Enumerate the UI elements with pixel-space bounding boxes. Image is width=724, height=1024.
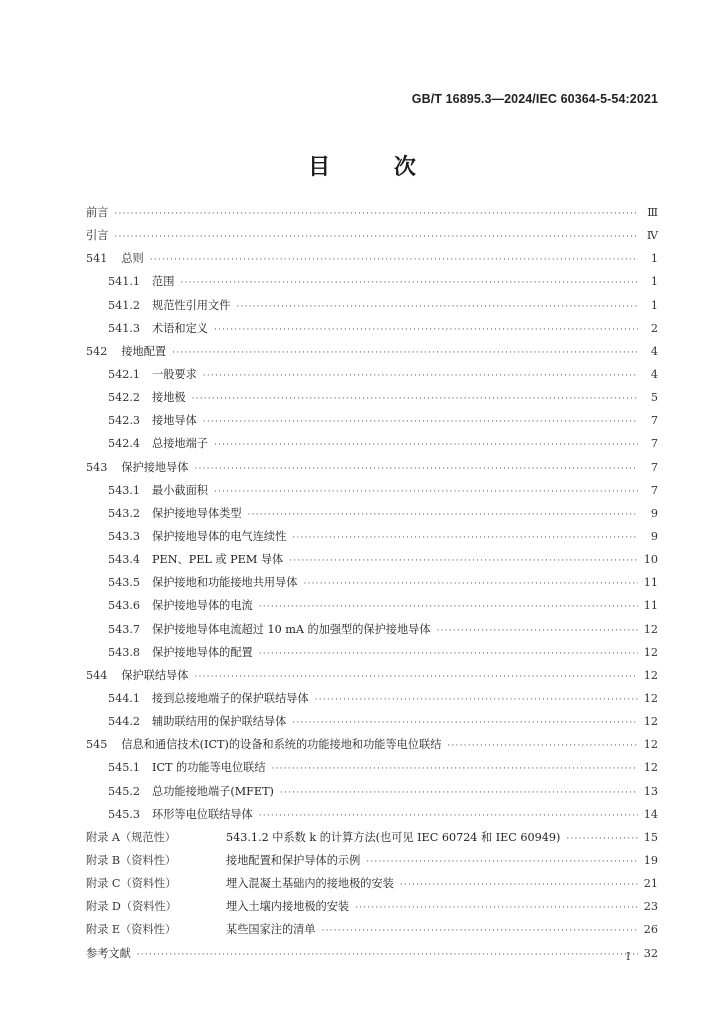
toc-entry[interactable] bbox=[86, 690, 658, 713]
dot-leader bbox=[400, 880, 638, 890]
toc-entry-title: ICT 的功能等电位联结 bbox=[152, 761, 266, 775]
toc-page-number: 4 bbox=[650, 344, 658, 358]
toc-page-number: 21 bbox=[643, 877, 658, 891]
toc-entry[interactable] bbox=[86, 806, 658, 829]
toc-section-number: 543.2 bbox=[108, 506, 141, 520]
toc-entry[interactable] bbox=[86, 829, 658, 852]
toc-section-number: 543.4 bbox=[108, 553, 141, 567]
toc-entry[interactable] bbox=[86, 597, 658, 620]
toc-entry-title: 规范性引用文件 bbox=[152, 298, 231, 312]
toc-entry-title: PEN、PEL 或 PEM 导体 bbox=[152, 553, 284, 567]
dot-leader bbox=[280, 788, 638, 798]
toc-entry[interactable] bbox=[86, 366, 658, 389]
toc-entry[interactable] bbox=[86, 713, 658, 736]
toc-entry[interactable] bbox=[86, 389, 658, 412]
dot-leader bbox=[566, 834, 637, 844]
toc-entry-title: 接到总接地端子的保护联结导体 bbox=[152, 691, 309, 705]
dot-leader bbox=[289, 556, 638, 566]
dot-leader bbox=[203, 417, 638, 427]
table-of-contents bbox=[86, 204, 658, 968]
toc-entry-title: 环形等电位联结导体 bbox=[152, 807, 253, 821]
toc-section-number: 543 bbox=[86, 460, 108, 474]
toc-entry[interactable] bbox=[86, 273, 658, 296]
dot-leader bbox=[203, 371, 638, 381]
toc-section-number: 542.1 bbox=[108, 367, 141, 381]
toc-entry-title: 保护接地导体的电流 bbox=[152, 599, 253, 613]
toc-section-number: 543.3 bbox=[108, 529, 141, 543]
toc-entry-title: 543.1.2 中系数 k 的计算方法(也可见 IEC 60724 和 IEC 60949) bbox=[226, 830, 561, 844]
toc-entry[interactable] bbox=[86, 621, 658, 644]
toc-section-number: 541.3 bbox=[108, 321, 141, 335]
dot-leader bbox=[259, 649, 638, 659]
toc-entry-title: 总接地端子 bbox=[152, 437, 208, 451]
toc-entry-title: 参考文献 bbox=[86, 946, 131, 960]
toc-page-number: 9 bbox=[650, 506, 658, 520]
toc-section-number: 545.1 bbox=[108, 761, 141, 775]
toc-entry[interactable] bbox=[86, 574, 658, 597]
dot-leader bbox=[214, 325, 638, 335]
toc-section-number: 542 bbox=[86, 344, 108, 358]
toc-entry[interactable] bbox=[86, 227, 658, 250]
toc-entry[interactable] bbox=[86, 551, 658, 574]
dot-leader bbox=[180, 278, 638, 288]
toc-page-number: 12 bbox=[643, 691, 658, 705]
toc-section-number: 543.1 bbox=[108, 483, 141, 497]
toc-section-number: 542.2 bbox=[108, 391, 141, 405]
toc-entry[interactable] bbox=[86, 435, 658, 458]
toc-section-number: 545.2 bbox=[108, 784, 141, 798]
toc-annex-label: 附录 D（资料性） bbox=[86, 900, 177, 914]
dot-leader bbox=[292, 533, 638, 543]
toc-section-number: 543.7 bbox=[108, 622, 141, 636]
dot-leader bbox=[236, 302, 638, 312]
dot-leader bbox=[366, 857, 637, 867]
toc-entry[interactable] bbox=[86, 528, 658, 551]
dot-leader bbox=[150, 255, 638, 265]
toc-entry-title: 引言 bbox=[86, 229, 109, 243]
toc-entry[interactable] bbox=[86, 320, 658, 343]
toc-entry[interactable] bbox=[86, 250, 658, 273]
toc-entry[interactable] bbox=[86, 736, 658, 759]
toc-entry-title: 最小截面积 bbox=[152, 483, 208, 497]
toc-entry-title: 范围 bbox=[152, 275, 175, 289]
toc-entry[interactable] bbox=[86, 945, 658, 968]
toc-entry-title: 前言 bbox=[86, 206, 109, 219]
toc-page-number: 2 bbox=[650, 321, 658, 335]
toc-entry[interactable] bbox=[86, 343, 658, 366]
toc-section-number: 541 bbox=[86, 252, 108, 266]
toc-entry-title: 某些国家注的清单 bbox=[226, 923, 316, 937]
dot-leader bbox=[355, 903, 638, 913]
dot-leader bbox=[195, 672, 638, 682]
toc-annex-label: 附录 E（资料性） bbox=[86, 923, 177, 937]
toc-entry[interactable] bbox=[86, 297, 658, 320]
toc-entry-title: 接地配置 bbox=[121, 344, 167, 358]
toc-entry-title: 术语和定义 bbox=[152, 321, 208, 335]
toc-entry-title: 保护联结导体 bbox=[121, 668, 189, 682]
toc-page-number: 7 bbox=[650, 460, 658, 474]
toc-entry-title: 埋入土壤内接地极的安装 bbox=[226, 900, 350, 914]
toc-page-number: 12 bbox=[643, 645, 658, 659]
toc-annex-label: 附录 C（资料性） bbox=[86, 877, 177, 891]
toc-entry-title: 保护接地导体的配置 bbox=[152, 645, 253, 659]
toc-entry[interactable] bbox=[86, 759, 658, 782]
toc-annex-label: 附录 B（资料性） bbox=[86, 853, 177, 867]
dot-leader bbox=[259, 811, 638, 821]
toc-page-number: 12 bbox=[643, 738, 658, 752]
toc-page-number: 7 bbox=[650, 414, 658, 428]
toc-entry-title: 埋入混凝土基础内的接地极的安装 bbox=[226, 877, 394, 891]
page-number: I bbox=[626, 950, 631, 963]
toc-section-number: 542.3 bbox=[108, 414, 141, 428]
toc-page-number: 10 bbox=[643, 553, 658, 567]
toc-section-number: 541.1 bbox=[108, 275, 141, 289]
toc-entry-title: 接地配置和保护导体的示例 bbox=[226, 853, 361, 867]
dot-leader bbox=[259, 602, 638, 612]
toc-section-number: 543.6 bbox=[108, 599, 141, 613]
toc-annex-label: 附录 A（规范性） bbox=[86, 830, 176, 844]
toc-entry[interactable] bbox=[86, 412, 658, 435]
toc-entry[interactable] bbox=[86, 505, 658, 528]
toc-entry[interactable] bbox=[86, 667, 658, 690]
toc-entry[interactable] bbox=[86, 644, 658, 667]
toc-section-number: 543.8 bbox=[108, 645, 141, 659]
toc-page-number: 1 bbox=[650, 298, 658, 312]
toc-entry-title: 辅助联结用的保护联结导体 bbox=[152, 715, 287, 729]
document-id-header: GB/T 16895.3—2024/IEC 60364-5-54:2021 bbox=[411, 92, 658, 106]
toc-section-number: 544 bbox=[86, 668, 108, 682]
toc-entry[interactable] bbox=[86, 482, 658, 505]
toc-section-number: 543.5 bbox=[108, 576, 141, 590]
dot-leader bbox=[248, 510, 638, 520]
toc-page-number: 13 bbox=[643, 784, 658, 798]
toc-page-number: 32 bbox=[643, 946, 658, 960]
toc-section-number: 545.3 bbox=[108, 807, 141, 821]
toc-page-number: 11 bbox=[643, 576, 658, 590]
toc-page-number: 23 bbox=[643, 900, 658, 914]
toc-entry[interactable] bbox=[86, 783, 658, 806]
dot-leader bbox=[292, 718, 637, 728]
toc-page-number: 26 bbox=[643, 923, 658, 937]
toc-page-number: 19 bbox=[643, 853, 658, 867]
toc-page-number: 1 bbox=[650, 275, 658, 289]
toc-entry[interactable] bbox=[86, 921, 658, 944]
toc-entry[interactable] bbox=[86, 875, 658, 898]
dot-leader bbox=[195, 464, 639, 474]
toc-section-number: 542.4 bbox=[108, 437, 141, 451]
page-title: 目 次 bbox=[308, 154, 444, 180]
toc-page-number: Ⅳ bbox=[646, 229, 658, 243]
toc-page-number: 15 bbox=[643, 830, 658, 844]
toc-page-number: 12 bbox=[643, 668, 658, 682]
dot-leader bbox=[437, 626, 638, 636]
dot-leader bbox=[272, 764, 638, 774]
dot-leader bbox=[172, 348, 638, 358]
toc-page-number: 14 bbox=[643, 807, 658, 821]
dot-leader bbox=[137, 950, 638, 960]
dot-leader bbox=[315, 695, 638, 705]
toc-entry-title: 保护接地导体 bbox=[121, 460, 189, 474]
toc-page-number: 12 bbox=[643, 761, 658, 775]
toc-section-number: 545 bbox=[86, 738, 108, 752]
dot-leader bbox=[447, 741, 637, 751]
toc-entry-title: 保护接地导体电流超过 10 mA 的加强型的保护接地导体 bbox=[152, 622, 431, 636]
toc-page-number: 12 bbox=[643, 715, 658, 729]
toc-entry[interactable] bbox=[86, 459, 658, 482]
dot-leader bbox=[214, 487, 638, 497]
toc-page-number: 5 bbox=[650, 391, 658, 405]
dot-leader bbox=[322, 926, 638, 936]
toc-entry-title: 保护接地和功能接地共用导体 bbox=[152, 576, 298, 590]
toc-page-number: 7 bbox=[650, 437, 658, 451]
toc-entry-title: 总功能接地端子(MFET) bbox=[152, 784, 274, 798]
dot-leader bbox=[214, 440, 638, 450]
toc-entry[interactable] bbox=[86, 898, 658, 921]
toc-entry-title: 一般要求 bbox=[152, 367, 197, 381]
toc-section-number: 541.2 bbox=[108, 298, 141, 312]
toc-page-number: 1 bbox=[650, 252, 658, 266]
toc-entry-title: 保护接地导体类型 bbox=[152, 506, 242, 520]
toc-page-number: 4 bbox=[650, 367, 658, 381]
dot-leader bbox=[114, 209, 638, 219]
toc-page-number: 9 bbox=[650, 529, 658, 543]
toc-section-number: 544.2 bbox=[108, 715, 141, 729]
toc-page-number: 11 bbox=[643, 599, 658, 613]
toc-section-number: 544.1 bbox=[108, 691, 141, 705]
dot-leader bbox=[303, 579, 637, 589]
toc-entry-title: 保护接地导体的电气连续性 bbox=[152, 529, 287, 543]
toc-page-number: 12 bbox=[643, 622, 658, 636]
toc-entry[interactable] bbox=[86, 852, 658, 875]
toc-page-number: 7 bbox=[650, 483, 658, 497]
dot-leader bbox=[192, 394, 638, 404]
dot-leader bbox=[114, 232, 638, 242]
toc-page-number: Ⅲ bbox=[647, 206, 658, 219]
toc-entry-title: 信息和通信技术(ICT)的设备和系统的功能接地和功能等电位联结 bbox=[121, 738, 442, 752]
toc-entry[interactable] bbox=[86, 204, 658, 227]
toc-entry-title: 接地导体 bbox=[152, 414, 197, 428]
toc-entry-title: 总则 bbox=[121, 252, 144, 266]
toc-entry-title: 接地极 bbox=[152, 391, 186, 405]
